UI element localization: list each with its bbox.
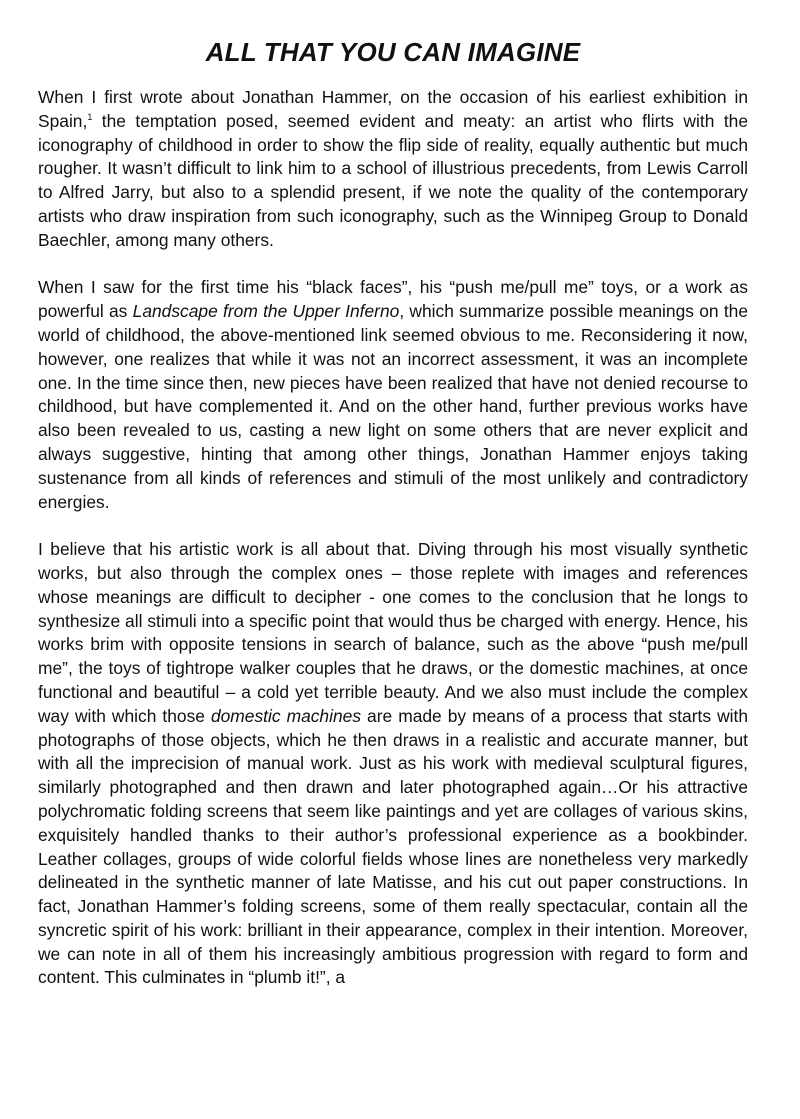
footnote-marker: 1 <box>87 112 93 122</box>
document-page <box>38 36 748 990</box>
paragraph-3-text-b: are made by means of a process that starts with photographs of those objects, which he then draws in a realistic and accurate manner, but with all the imprecision of manual work. Just as his work with medieval sculptural figures, similarly photographed and then drawn and later photographed again…Or his attractive polychromatic folding screens that seem like paintings and yet are collages of various skins, exquisitely handled thanks to their author’s professional experience as a bookbinder. Leather collages, groups of wide colorful fields whose lines are nonetheless very markedly delineated in the synthetic manner of late Matisse, and his cut out paper constructions. In fact, Jonathan Hammer’s folding screens, some of them really spectacular, contain all the syncretic spirit of his work: brilliant in their appearance, complex in their intention. Moreover, we can note in all of them his increasingly ambitious progression with regard to form and content. This culminates in “plumb it!”, a <box>38 705 748 988</box>
paragraph-1 <box>38 86 748 253</box>
paragraph-2-text-b: , which summarize possible meanings on the world of childhood, the above-mentioned link seemed obvious to me. Reconsidering it now, however, one realizes that while it was not an incorrect assessment, it was an incomplete one. In the time since then, new pieces have been realized that have not denied recourse to childhood, but have complemented it. And on the other hand, further previous works have also been revealed to us, casting a new light on some others that are never explicit and always suggestive, hinting that among other things, Jonathan Hammer enjoys taking sustenance from all kinds of references and stimuli of the most unlikely and contradictory energies. <box>38 301 749 512</box>
paragraph-2-text-a: When I saw for the first time his “black faces”, his “push me/pull me” toys, or a work as powerful as <box>38 277 748 322</box>
page-title: ALL THAT YOU CAN IMAGINE <box>205 37 581 67</box>
paragraph-3-text-a: I believe that his artistic work is all about that. Diving through his most visually synthetic works, but also through the complex ones – those replete with images and references whose meanings are difficult to decipher - one comes to the conclusion that he longs to synthesize all stimuli into a specific point that would thus be charged with energy. Hence, his works brim with opposite tensions in search of balance, such as the above “push me/pull me”, the toys of tightrope walker couples that he draws, or the domestic machines, at once functional and beautiful – a cold yet terrible beauty. And we also must include the complex way with which those <box>38 539 748 726</box>
paragraph-1-text-a: When I first wrote about Jonathan Hammer, on the occasion of his earliest exhibition in Spain, <box>38 87 748 131</box>
domestic-machines-emphasis: domestic machines <box>210 705 362 726</box>
paragraph-2 <box>38 276 748 514</box>
artwork-title-emphasis: Landscape from the Upper Inferno <box>132 301 400 322</box>
paragraph-1-text-b: the temptation posed, seemed evident and meaty: an artist who flirts with the iconography of childhood in order to show the flip side of reality, equally authentic but much rougher. It wasn’t difficult to link him to a school of illustrious precedents, from Lewis Carroll to Alfred Jarry, but also to a splendid present, if we note the quality of the contemporary artists who draw inspiration from such iconography, such as the Winnipeg Group to Donald Baechler, among many others. <box>38 110 748 250</box>
paragraph-3 <box>38 538 748 990</box>
